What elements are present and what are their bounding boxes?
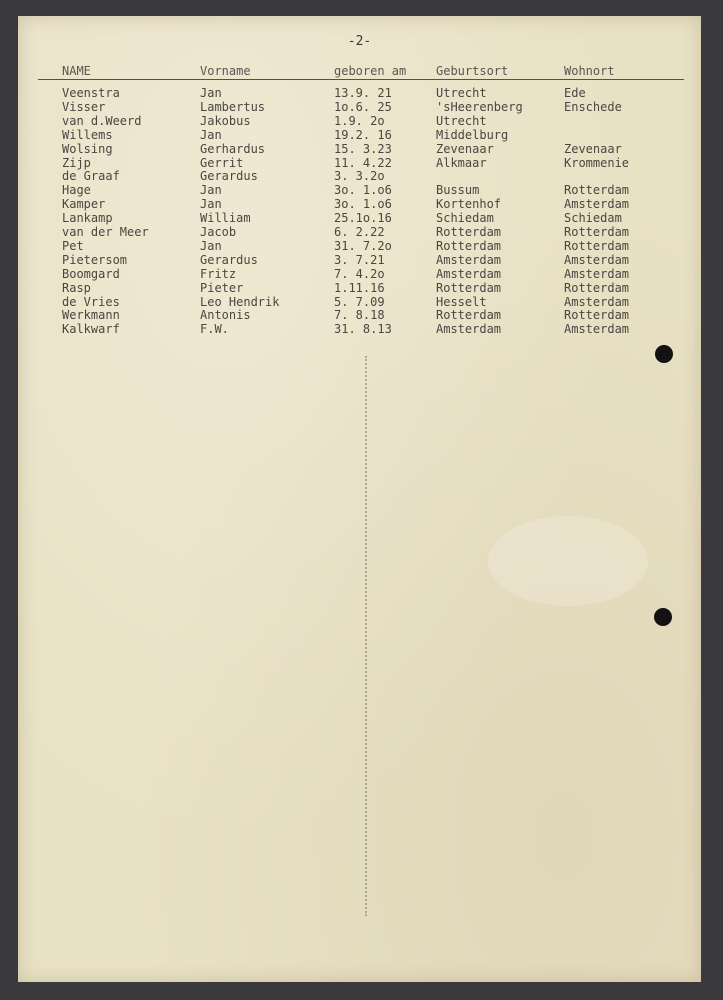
cell-name: Kamper bbox=[62, 197, 106, 212]
cell-geboren: 3. 7.21 bbox=[334, 252, 385, 267]
cell-geburtsort: Bussum bbox=[436, 183, 480, 198]
cell-geboren: 3o. 1.o6 bbox=[334, 197, 392, 212]
table-row bbox=[18, 100, 701, 114]
cell-geboren: 5. 7.09 bbox=[334, 294, 385, 309]
cell-wohnort: Schiedam bbox=[564, 211, 622, 226]
cell-geburtsort: Rotterdam bbox=[436, 238, 502, 253]
table-row bbox=[18, 225, 701, 239]
cell-vorname: Gerhardus bbox=[200, 141, 266, 156]
cell-wohnort: Rotterdam bbox=[564, 280, 630, 295]
cell-wohnort: Rotterdam bbox=[564, 308, 630, 323]
cell-geburtsort: Middelburg bbox=[436, 127, 509, 142]
table-row bbox=[18, 239, 701, 253]
cell-name: de Vries bbox=[62, 294, 120, 309]
cell-name: Visser bbox=[62, 99, 106, 114]
cell-wohnort: Rotterdam bbox=[564, 238, 630, 253]
cell-geburtsort: Rotterdam bbox=[436, 225, 502, 239]
punch-hole bbox=[655, 345, 673, 363]
cell-wohnort: Krommenie bbox=[564, 155, 630, 170]
cell-geboren: 31. 8.13 bbox=[334, 322, 392, 337]
cell-geburtsort: Rotterdam bbox=[436, 308, 502, 323]
cell-geboren: 11. 4.22 bbox=[334, 155, 392, 170]
cell-vorname: Jan bbox=[200, 86, 222, 100]
header-wohnort: Wohnort bbox=[564, 64, 615, 78]
cell-wohnort: Amsterdam bbox=[564, 266, 630, 281]
cell-vorname: Jacob bbox=[200, 225, 237, 239]
cell-wohnort: Amsterdam bbox=[564, 252, 630, 267]
table-row bbox=[18, 267, 701, 281]
cell-wohnort: Amsterdam bbox=[564, 294, 630, 309]
cell-name: Zijp bbox=[62, 155, 91, 170]
table-header bbox=[18, 64, 701, 78]
cell-name: Willems bbox=[62, 127, 113, 142]
cell-geburtsort: Alkmaar bbox=[436, 155, 487, 170]
cell-vorname: Jan bbox=[200, 127, 222, 142]
cell-name: van d.Weerd bbox=[62, 113, 142, 128]
cell-geboren: 3. 3.2o bbox=[334, 169, 385, 184]
cell-wohnort: Amsterdam bbox=[564, 197, 630, 212]
table-row bbox=[18, 308, 701, 322]
cell-vorname: Antonis bbox=[200, 308, 251, 323]
page-number: -2- bbox=[347, 34, 372, 49]
document-page bbox=[18, 16, 701, 982]
cell-name: van der Meer bbox=[62, 225, 149, 239]
cell-name: Wolsing bbox=[62, 141, 113, 156]
table-row bbox=[18, 281, 701, 295]
header-geburtsort: Geburtsort bbox=[436, 64, 509, 78]
header-name: NAME bbox=[62, 64, 91, 78]
table-row bbox=[18, 156, 701, 170]
cell-geburtsort: Amsterdam bbox=[436, 322, 502, 337]
cell-geboren: 19.2. 16 bbox=[334, 127, 392, 142]
header-vorname: Vorname bbox=[200, 64, 251, 78]
cell-vorname: Gerardus bbox=[200, 252, 258, 267]
table-row bbox=[18, 295, 701, 309]
cell-name: Pietersom bbox=[62, 252, 128, 267]
cell-geboren: 15. 3.23 bbox=[334, 141, 392, 156]
cell-wohnort: Enschede bbox=[564, 99, 622, 114]
cell-geburtsort: 'sHeerenberg bbox=[436, 99, 523, 114]
table-row bbox=[18, 197, 701, 211]
cell-name: Pet bbox=[62, 238, 84, 253]
cell-wohnort: Amsterdam bbox=[564, 322, 630, 337]
cell-geboren: 7. 8.18 bbox=[334, 308, 385, 323]
cell-wohnort: Rotterdam bbox=[564, 183, 630, 198]
cell-name: Werkmann bbox=[62, 308, 120, 323]
cell-geburtsort: Amsterdam bbox=[436, 252, 502, 267]
cell-name: Rasp bbox=[62, 280, 91, 295]
cell-vorname: William bbox=[200, 211, 251, 226]
cell-name: de Graaf bbox=[62, 169, 120, 184]
cell-vorname: Leo Hendrik bbox=[200, 294, 280, 309]
paper-stain bbox=[488, 516, 648, 606]
cell-geboren: 1.11.16 bbox=[334, 280, 385, 295]
cell-geboren: 31. 7.2o bbox=[334, 238, 392, 253]
perforation-dots bbox=[365, 356, 367, 916]
cell-geburtsort: Kortenhof bbox=[436, 197, 502, 212]
cell-vorname: Jan bbox=[200, 197, 222, 212]
cell-vorname: Fritz bbox=[200, 266, 237, 281]
cell-wohnort: Rotterdam bbox=[564, 225, 630, 239]
cell-name: Kalkwarf bbox=[62, 322, 120, 337]
cell-name: Hage bbox=[62, 183, 91, 198]
table-row bbox=[18, 322, 701, 336]
cell-geburtsort: Hesselt bbox=[436, 294, 487, 309]
cell-geburtsort: Zevenaar bbox=[436, 141, 494, 156]
cell-vorname: Gerrit bbox=[200, 155, 244, 170]
cell-wohnort: Ede bbox=[564, 86, 586, 100]
cell-geboren: 6. 2.22 bbox=[334, 225, 385, 239]
cell-vorname: Gerardus bbox=[200, 169, 258, 184]
cell-vorname: F.W. bbox=[200, 322, 229, 337]
table-row bbox=[18, 169, 701, 183]
cell-geboren: 7. 4.2o bbox=[334, 266, 385, 281]
cell-vorname: Jakobus bbox=[200, 113, 251, 128]
cell-geburtsort: Utrecht bbox=[436, 113, 487, 128]
table-row bbox=[18, 253, 701, 267]
cell-geburtsort: Utrecht bbox=[436, 86, 487, 100]
cell-geboren: 25.1o.16 bbox=[334, 211, 392, 226]
cell-geburtsort: Rotterdam bbox=[436, 280, 502, 295]
cell-vorname: Lambertus bbox=[200, 99, 266, 114]
cell-vorname: Jan bbox=[200, 183, 222, 198]
punch-hole bbox=[654, 608, 672, 626]
cell-geboren: 13.9. 21 bbox=[334, 86, 392, 100]
table-row bbox=[18, 128, 701, 142]
cell-geburtsort: Schiedam bbox=[436, 211, 494, 226]
header-underline bbox=[38, 79, 684, 80]
cell-vorname: Jan bbox=[200, 238, 222, 253]
cell-name: Boomgard bbox=[62, 266, 120, 281]
table-row bbox=[18, 142, 701, 156]
cell-name: Lankamp bbox=[62, 211, 113, 226]
cell-geboren: 1o.6. 25 bbox=[334, 99, 392, 114]
cell-vorname: Pieter bbox=[200, 280, 244, 295]
table-row bbox=[18, 211, 701, 225]
cell-wohnort: Zevenaar bbox=[564, 141, 622, 156]
header-geboren: geboren am bbox=[334, 64, 407, 78]
cell-geboren: 3o. 1.o6 bbox=[334, 183, 392, 198]
cell-name: Veenstra bbox=[62, 86, 120, 100]
table-row bbox=[18, 183, 701, 197]
table-row bbox=[18, 114, 701, 128]
cell-geboren: 1.9. 2o bbox=[334, 113, 385, 128]
table-row bbox=[18, 86, 701, 100]
cell-geburtsort: Amsterdam bbox=[436, 266, 502, 281]
